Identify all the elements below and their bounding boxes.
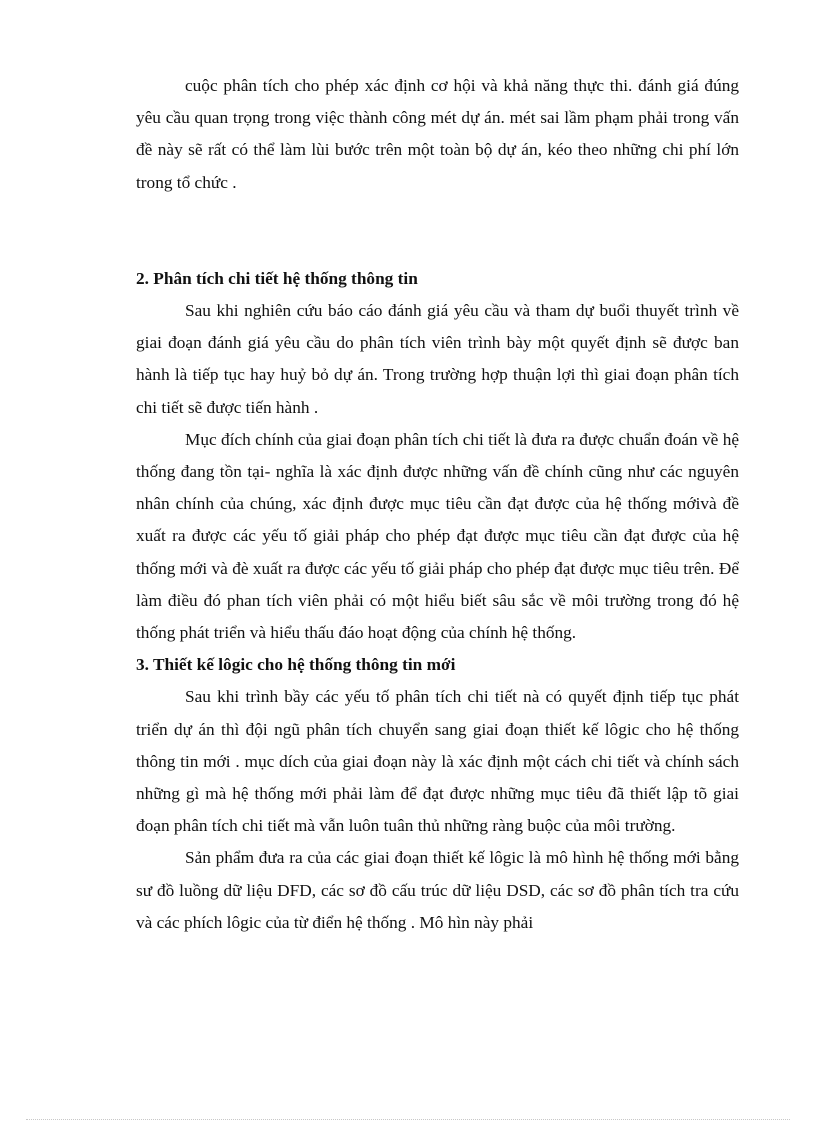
heading-logical-design: 3. Thiết kế lôgic cho hệ thống thông tin mới (136, 655, 456, 675)
page-bottom-rule (26, 1119, 790, 1120)
heading-detailed-analysis: 2. Phân tích chi tiết hệ thống thông tin (136, 268, 418, 288)
paragraph-opportunity-assessment: cuộc phân tích cho phép xác định cơ hội và khả năng thực thi. đánh giá đúng yêu cầu quan trọng trong việc thành công mét dự án. mét sai lầm phạm phải trong vấn đề này sẽ rất có thể làm lùi bước trên một toàn bộ dự án, kéo theo những chi phí lớn trong tổ chức . (136, 76, 739, 192)
document-page (136, 70, 739, 939)
paragraph-after-evaluation: Sau khi nghiên cứu báo cáo đánh giá yêu cầu và tham dự buổi thuyết trình về giai đoạn đánh giá yêu cầu do phân tích viên trình bày một quyết định sẽ được ban hành là tiếp tục hay huỷ bỏ dự án. Trong trường hợp thuận lợi thì giai đoạn phân tích chi tiết sẽ được tiến hành . (136, 301, 739, 417)
paragraph-logical-design-intro: Sau khi trình bầy các yếu tố phân tích chi tiết nà có quyết định tiếp tục phát triển dự án thì đội ngũ phân tích chuyển sang giai đoạn thiết kế lôgic cho hệ thống thông tin mới . mục dích của giai đoạn này là xác định một cách chi tiết và chính sách những gì mà hệ thống mới phải làm để đạt được những mục tiêu đã thiết lập tõ giai đoạn phân tích chi tiết mà vẫn luôn tuân thủ những ràng buộc của môi trường. (136, 687, 739, 836)
paragraph-analysis-purpose: Mục đích chính của giai đoạn phân tích chi tiết là đưa ra được chuẩn đoán về hệ thống đang tồn tại- nghĩa là xác định được những vấn đề chính cũng như các nguyên nhân chính của chúng, xác định được mục tiêu cần đạt được của hệ thống mớivà đề xuất ra được các yếu tố giải pháp cho phép đạt được mục tiêu cần đạt được của hệ thống mới và đè xuất ra được các yếu tố giải pháp cho phép đạt được mục tiêu trên. Để làm điều đó phan tích viên phải có một hiểu biết sâu sắc về môi trường trong đó hệ thống phát triển và hiểu thấu đáo hoạt động của chính hệ thống. (136, 429, 739, 643)
section-gap (136, 199, 739, 263)
paragraph-logical-design-output: Sản phẩm đưa ra của các giai đoạn thiết kế lôgic là mô hình hệ thống mới bằng sư đồ luồng dữ liệu DFD, các sơ đồ cấu trúc dữ liệu DSD, các sơ đồ phân tích tra cứu và các phích lôgic của từ điển hệ thống . Mô hìn này phải (136, 848, 739, 932)
